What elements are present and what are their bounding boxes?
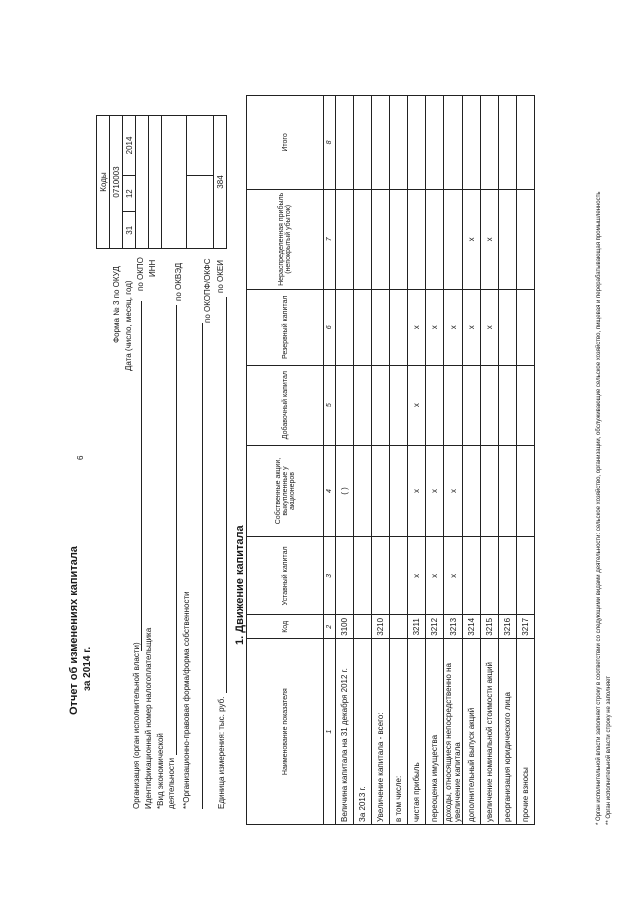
- cell-additional-capital: [372, 365, 390, 445]
- row-name: в том числе:: [390, 639, 408, 825]
- cell-authorized-capital: [481, 537, 499, 615]
- okei-value: 384: [214, 116, 227, 249]
- activity-line: [176, 305, 177, 755]
- table-row: [517, 96, 535, 825]
- cell-retained-earnings: [390, 189, 408, 289]
- cell-reserve-capital: x: [408, 289, 426, 365]
- cell-reserve-capital: [372, 289, 390, 365]
- cell-total: [426, 96, 444, 190]
- cell-authorized-capital: [336, 537, 354, 615]
- cell-authorized-capital: [354, 537, 372, 615]
- col-header-code: Код: [247, 615, 324, 639]
- row-name: доходы, относящиеся непосредственно на увеличение капитала: [444, 639, 463, 825]
- table-row: [481, 96, 499, 825]
- row-name: дополнительный выпуск акций: [463, 639, 481, 825]
- col-number: 8: [324, 96, 336, 190]
- table-body: [336, 96, 535, 825]
- okfs-value: [187, 116, 214, 176]
- report-subtitle: за 2014 г.: [82, 646, 93, 691]
- cell-own-shares: [372, 445, 390, 537]
- footnote-1: * Орган исполнительной власти заполняет строку в соответствии со следующими видами деятельности: сельское хозяйство, организации, обслуживающие сельское хозяйство, пищевая и перерабатывающая промышленность: [596, 191, 602, 825]
- cell-authorized-capital: x: [426, 537, 444, 615]
- table-row: [390, 96, 408, 825]
- cell-additional-capital: x: [408, 365, 426, 445]
- row-name: увеличение номинальной стоимости акций: [481, 639, 499, 825]
- cell-retained-earnings: [336, 189, 354, 289]
- cell-total: [517, 96, 535, 190]
- row-code: 3211: [408, 615, 426, 639]
- cell-own-shares: [481, 445, 499, 537]
- row-name: переоценка имущества: [426, 639, 444, 825]
- cell-total: [499, 96, 517, 190]
- table-row: [499, 96, 517, 825]
- cell-authorized-capital: [517, 537, 535, 615]
- col-number: 6: [324, 289, 336, 365]
- cell-retained-earnings: [354, 189, 372, 289]
- cell-own-shares: x: [408, 445, 426, 537]
- table-row: [408, 96, 426, 825]
- col-header-name: Наименование показателя: [247, 639, 324, 825]
- date-day: 31: [123, 212, 136, 249]
- row-code: 3217: [517, 615, 535, 639]
- cell-retained-earnings: x: [463, 189, 481, 289]
- table-row: [372, 96, 390, 825]
- cell-additional-capital: [499, 365, 517, 445]
- cell-own-shares: x: [426, 445, 444, 537]
- row-name: Увеличение капитала - всего:: [372, 639, 390, 825]
- cell-own-shares: ( ): [336, 445, 354, 537]
- row-name: реорганизация юридического лица: [499, 639, 517, 825]
- col-number: 7: [324, 189, 336, 289]
- cell-reserve-capital: [390, 289, 408, 365]
- row-name: Величина капитала на 31 декабря 2012 г.: [336, 639, 354, 825]
- okpo-value: [136, 116, 149, 249]
- col-header-retained-earnings: Нераспределенная прибыль (непокрытый убыток): [247, 189, 324, 289]
- cell-additional-capital: [354, 365, 372, 445]
- cell-authorized-capital: [372, 537, 390, 615]
- cell-total: [354, 96, 372, 190]
- row-code: 3214: [463, 615, 481, 639]
- row-name: За 2013 г.: [354, 639, 372, 825]
- row-code: 3213: [444, 615, 463, 639]
- date-year: 2014: [123, 116, 136, 176]
- cell-own-shares: [463, 445, 481, 537]
- col-number: 4: [324, 445, 336, 537]
- cell-reserve-capital: x: [426, 289, 444, 365]
- col-header-own-shares: Собственные акции, выкупленные у акционеров: [247, 445, 324, 537]
- cell-additional-capital: [390, 365, 408, 445]
- date-month: 12: [123, 175, 136, 212]
- col-header-authorized-capital: Уставный капитал: [247, 537, 324, 615]
- cell-retained-earnings: [499, 189, 517, 289]
- cell-retained-earnings: [408, 189, 426, 289]
- cell-additional-capital: [426, 365, 444, 445]
- table-row: [444, 96, 463, 825]
- activity-label-2: деятельности: [167, 757, 176, 809]
- col-header-additional-capital: Добавочный капитал: [247, 365, 324, 445]
- unit-line: [226, 297, 227, 693]
- cell-total: [336, 96, 354, 190]
- legal-form-label: **Организационно-правовая форма/форма собственности: [182, 591, 191, 809]
- cell-own-shares: [517, 445, 535, 537]
- cell-retained-earnings: x: [481, 189, 499, 289]
- codes-table: [96, 115, 227, 249]
- cell-reserve-capital: x: [463, 289, 481, 365]
- cell-total: [481, 96, 499, 190]
- unit-label: Единица измерения: тыс. руб.: [217, 696, 226, 809]
- cell-total: [390, 96, 408, 190]
- cell-reserve-capital: [336, 289, 354, 365]
- cell-retained-earnings: [444, 189, 463, 289]
- okopf-label: по ОКОПФ/ОКФС: [203, 258, 212, 323]
- row-name: прочие взносы: [517, 639, 535, 825]
- okud-value: 0710003: [110, 116, 123, 249]
- cell-reserve-capital: [499, 289, 517, 365]
- organization-line: [141, 301, 142, 651]
- cell-additional-capital: [463, 365, 481, 445]
- row-code: 3215: [481, 615, 499, 639]
- cell-retained-earnings: [372, 189, 390, 289]
- cell-authorized-capital: x: [408, 537, 426, 615]
- inn-value: [149, 116, 162, 249]
- row-code: 3100: [336, 615, 354, 639]
- footnote-2: ** Орган исполнительной власти строку не заполняет: [606, 675, 612, 825]
- okei-label: по ОКЕИ: [216, 260, 225, 293]
- cell-own-shares: [354, 445, 372, 537]
- row-code: [390, 615, 408, 639]
- cell-additional-capital: [481, 365, 499, 445]
- cell-reserve-capital: x: [481, 289, 499, 365]
- col-header-total: Итого: [247, 96, 324, 190]
- col-number: 5: [324, 365, 336, 445]
- cell-reserve-capital: x: [444, 289, 463, 365]
- cell-authorized-capital: x: [444, 537, 463, 615]
- codes-header: Коды: [97, 116, 110, 249]
- date-label: Дата (число, месяц, год): [124, 280, 133, 371]
- cell-total: [463, 96, 481, 190]
- cell-additional-capital: [336, 365, 354, 445]
- row-code: 3210: [372, 615, 390, 639]
- table-row: [354, 96, 372, 825]
- cell-own-shares: [499, 445, 517, 537]
- cell-total: [372, 96, 390, 190]
- cell-reserve-capital: [354, 289, 372, 365]
- cell-own-shares: x: [444, 445, 463, 537]
- okved-value: [162, 116, 187, 249]
- table-row: [336, 96, 354, 825]
- okopf-value: [187, 175, 214, 248]
- tax-id-label: Идентификационный номер налогоплательщика: [144, 627, 153, 809]
- cell-reserve-capital: [517, 289, 535, 365]
- col-header-reserve-capital: Резервный капитал: [247, 289, 324, 365]
- cell-authorized-capital: [390, 537, 408, 615]
- report-title: Отчет об изменениях капитала: [68, 546, 80, 715]
- inn-label: ИНН: [148, 259, 157, 277]
- capital-movement-table: [246, 95, 535, 825]
- page-number: 6: [76, 455, 85, 460]
- col-number: 1: [324, 639, 336, 825]
- okved-label: по ОКВЭД: [174, 262, 183, 301]
- row-name: чистая прибыль: [408, 639, 426, 825]
- cell-additional-capital: [517, 365, 535, 445]
- okpo-label: по ОКПО: [136, 257, 145, 291]
- activity-label: *Вид экономической: [156, 733, 165, 809]
- cell-retained-earnings: [426, 189, 444, 289]
- col-number: 3: [324, 537, 336, 615]
- cell-authorized-capital: [463, 537, 481, 615]
- table-row: [426, 96, 444, 825]
- cell-additional-capital: [444, 365, 463, 445]
- cell-total: [444, 96, 463, 190]
- section-title: 1. Движение капитала: [234, 525, 246, 645]
- row-code: 3212: [426, 615, 444, 639]
- organization-label: Организация (орган исполнительной власти): [132, 642, 141, 809]
- row-code: [354, 615, 372, 639]
- table-row: [463, 96, 481, 825]
- cell-own-shares: [390, 445, 408, 537]
- cell-total: [408, 96, 426, 190]
- okud-label: Форма № 3 по ОКУД: [112, 266, 121, 343]
- cell-retained-earnings: [517, 189, 535, 289]
- legal-form-line: [202, 323, 203, 809]
- cell-authorized-capital: [499, 537, 517, 615]
- row-code: 3216: [499, 615, 517, 639]
- col-number: 2: [324, 615, 336, 639]
